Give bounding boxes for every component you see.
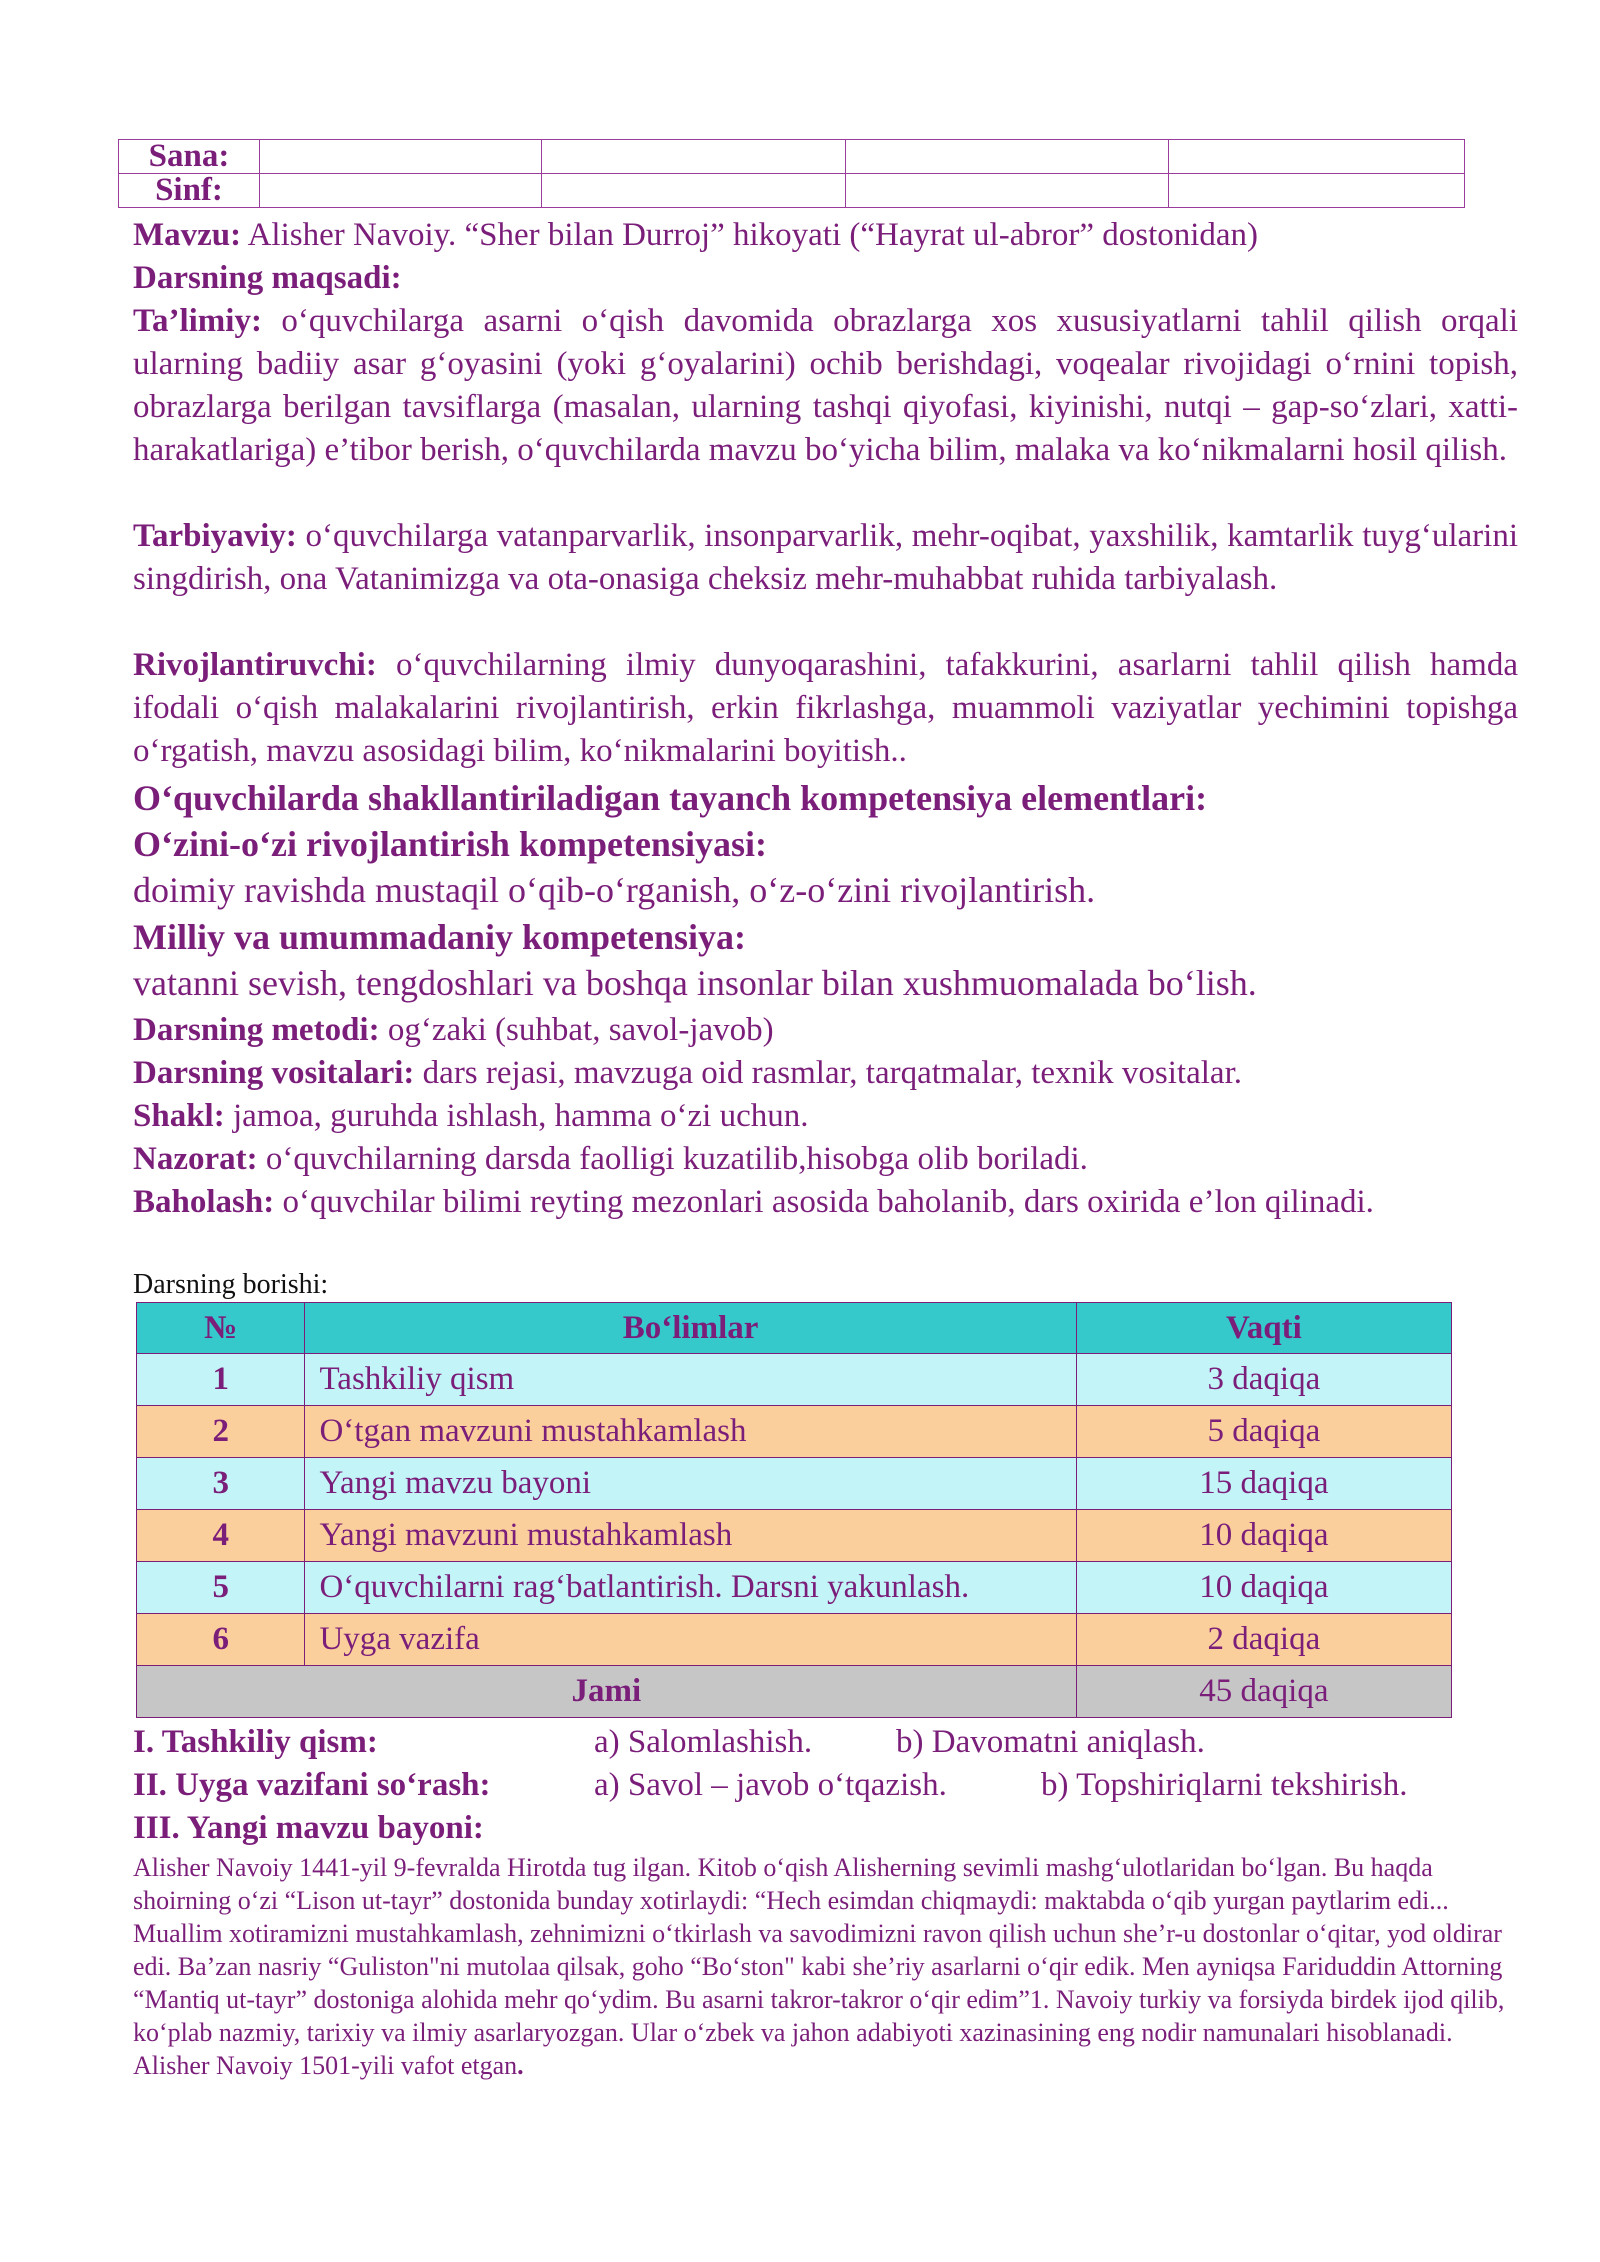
table-row xyxy=(137,1354,1452,1406)
metod-text: og‘zaki (suhbat, savol-javob) xyxy=(387,1012,774,1048)
plan-header-time: Vaqti xyxy=(1076,1303,1451,1354)
nazorat-label: Nazorat: xyxy=(133,1141,258,1177)
section2-a: a) Savol – javob o‘tqazish. xyxy=(594,1767,947,1803)
row-time: 3 daqiqa xyxy=(1076,1354,1451,1406)
section2-label: II. Uyga vazifani so‘rash: xyxy=(133,1767,491,1803)
ozini-label: O‘zini-o‘zi rivojlantirish kompetensiyasi: xyxy=(133,824,767,864)
baholash-paragraph xyxy=(133,1181,1518,1224)
bio-end: . xyxy=(517,2051,524,2080)
rivojlantiruvchi-paragraph xyxy=(133,644,1518,773)
row-number: 4 xyxy=(137,1510,305,1562)
baholash-text: o‘quvchilar bilimi reyting mezonlari asosida baholanib, dars oxirida e’lon qilinadi. xyxy=(282,1184,1374,1220)
table-row xyxy=(137,1406,1452,1458)
sana-cell xyxy=(1169,140,1465,174)
table-row xyxy=(137,1458,1452,1510)
nazorat-line xyxy=(133,1138,1518,1181)
sinf-cell xyxy=(846,174,1169,208)
vosita-line xyxy=(133,1052,1518,1095)
bio-paragraph xyxy=(133,1851,1518,2082)
row-time: 2 daqiqa xyxy=(1076,1614,1451,1666)
row-section: O‘quvchilarni rag‘batlantirish. Darsni yakunlash. xyxy=(305,1562,1076,1614)
mavzu-text: Alisher Navoiy. “Sher bilan Durroj” hikoyati (“Hayrat ul-abror” dostonidan) xyxy=(247,217,1259,253)
kompetensiya-title: O‘quvchilarda shakllantiriladigan tayanch kompetensiya elementlari: xyxy=(133,778,1208,818)
mavzu-label: Mavzu: xyxy=(133,217,242,253)
sana-row xyxy=(119,140,1465,174)
row-number: 1 xyxy=(137,1354,305,1406)
milliy-text: vatanni sevish, tengdoshlari va boshqa insonlar bilan xushmuomalada bo‘lish. xyxy=(133,963,1257,1003)
metod-line xyxy=(133,1009,1518,1052)
ozini-text: doimiy ravishda mustaqil o‘qib-o‘rganish, o‘z-o‘zini rivojlantirish. xyxy=(133,870,1096,910)
milliy-label: Milliy va umummadaniy kompetensiya: xyxy=(133,917,747,957)
sinf-cell xyxy=(1169,174,1465,208)
row-section: Tashkiliy qism xyxy=(305,1354,1076,1406)
sana-cell xyxy=(260,140,542,174)
table-row xyxy=(137,1614,1452,1666)
row-section: Yangi mavzuni mustahkamlash xyxy=(305,1510,1076,1562)
section3-label: III. Yangi mavzu bayoni: xyxy=(133,1810,484,1846)
tarbiyaviy-label: Tarbiyaviy: xyxy=(133,518,297,554)
vosita-text: dars rejasi, mavzuga oid rasmlar, tarqatmalar, texnik vositalar. xyxy=(422,1055,1242,1091)
sinf-label: Sinf: xyxy=(119,174,260,208)
row-time: 10 daqiqa xyxy=(1076,1510,1451,1562)
row-time: 15 daqiqa xyxy=(1076,1458,1451,1510)
section1-a: a) Salomlashish. xyxy=(594,1724,813,1760)
maqsad-title: Darsning maqsadi: xyxy=(133,260,402,296)
tarbiyaviy-text: o‘quvchilarga vatanparvarlik, insonparvarlik, mehr-oqibat, yaxshilik, kamtarlik tuyg‘ularini singdirish, ona Vatanimizga va ota-onasiga cheksiz mehr-muhabbat ruhida tarbiyalash. xyxy=(133,518,1518,597)
shakl-line xyxy=(133,1095,1518,1138)
sinf-cell xyxy=(542,174,846,208)
section1-label: I. Tashkiliy qism: xyxy=(133,1724,378,1760)
row-time: 10 daqiqa xyxy=(1076,1562,1451,1614)
bio-text: Alisher Navoiy 1441-yil 9-fevralda Hirotda tug ilgan. Kitob o‘qish Alisherning sevimli mashg‘ulotlaridan bo‘lgan. Bu haqda shoirning o‘zi “Lison ut-tayr” dostonida bunday xotirlaydi: “Hech esimdan chiqmaydi: maktabda o‘qib yurgan paytlarim edi... Muallim xotiramizni mustahkamlash, zehnimizni o‘tkirlash va savodimizni ravon qilish uchun she’r-u dostonlar o‘qitar, yod oldirar edi. Ba’zan nasriy “Guliston"ni mutolaa qilsak, goho “Bo‘ston" kabi she’riy asarlarni o‘qir edik. Men ayniqsa Fariduddin Attorning “Mantiq ut-tayr” dostoniga alohida mehr qo‘ydim. Bu asarni takror-takror o‘qir edim”1. Navoiy turkiy va forsiyda birdek ijod qilib, ko‘plab nazmiy, tarixiy va ilmiy asarlaryozgan. Ular o‘zbek va jahon adabiyoti xazinasining eng nodir namunalari hisoblanadi. Alisher Navoiy 1501-yili vafot etgan xyxy=(133,1853,1505,2080)
plan-header-sections: Bo‘limlar xyxy=(305,1303,1076,1354)
talimiy-paragraph xyxy=(133,300,1518,472)
total-label: Jami xyxy=(137,1666,1077,1718)
sana-label: Sana: xyxy=(119,140,260,174)
row-time: 5 daqiqa xyxy=(1076,1406,1451,1458)
talimiy-label: Ta’limiy: xyxy=(133,303,262,339)
row-section: O‘tgan mavzuni mustahkamlash xyxy=(305,1406,1076,1458)
section1-b: b) Davomatni aniqlash. xyxy=(896,1724,1205,1760)
sana-cell xyxy=(542,140,846,174)
tarbiyaviy-paragraph xyxy=(133,515,1518,601)
row-number: 3 xyxy=(137,1458,305,1510)
shakl-label: Shakl: xyxy=(133,1098,225,1134)
baholash-label: Baholash: xyxy=(133,1184,275,1220)
vosita-label: Darsning vositalari: xyxy=(133,1055,415,1091)
total-time: 45 daqiqa xyxy=(1076,1666,1451,1718)
plan-header-number: № xyxy=(137,1303,305,1354)
nazorat-text: o‘quvchilarning darsda faolligi kuzatilib,hisobga olib boriladi. xyxy=(265,1141,1088,1177)
date-class-table xyxy=(118,139,1465,208)
talimiy-text: o‘quvchilarga asarni o‘qish davomida obrazlarga xos xususiyatlarni tahlil qilish orqali ularning badiiy asar g‘oyasini (yoki g‘oyalarini) ochib berishdagi, voqealar rivojidagi o‘rnini topish, obrazlarga berilgan tavsiflarga (masalan, ularning tashqi qiyofasi, kiyinishi, nutqi – gap-so‘zlari, xatti-harakatlariga) e’tibor berish, o‘quvchilarda mavzu bo‘yicha bilim, malaka va ko‘nikmalarni hosil qilish. xyxy=(133,303,1518,468)
row-number: 5 xyxy=(137,1562,305,1614)
section2-b: b) Topshiriqlarni tekshirish. xyxy=(1041,1767,1408,1803)
table-row xyxy=(137,1510,1452,1562)
row-number: 2 xyxy=(137,1406,305,1458)
lesson-plan-table xyxy=(136,1302,1452,1718)
plan-header-row xyxy=(137,1303,1452,1354)
sana-cell xyxy=(846,140,1169,174)
rivojlantiruvchi-text: o‘quvchilarning ilmiy dunyoqarashini, tafakkurini, asarlarni tahlil qilish hamda ifodali o‘qish malakalarini rivojlantirish, erkin fikrlashga, muammoli vaziyatlar yechimini topishga o‘rgatish, mavzu asosidagi bilim, ko‘nikmalarini boyitish.. xyxy=(133,647,1518,769)
row-section: Uyga vazifa xyxy=(305,1614,1076,1666)
shakl-text: jamoa, guruhda ishlash, hamma o‘zi uchun. xyxy=(232,1098,809,1134)
total-row xyxy=(137,1666,1452,1718)
sinf-cell xyxy=(260,174,542,208)
rivojlantiruvchi-label: Rivojlantiruvchi: xyxy=(133,647,377,683)
mavzu-line xyxy=(133,214,1518,257)
borishi-heading: Darsning borishi: xyxy=(133,1269,329,1300)
metod-label: Darsning metodi: xyxy=(133,1012,380,1048)
row-number: 6 xyxy=(137,1614,305,1666)
sinf-row xyxy=(119,174,1465,208)
table-row xyxy=(137,1562,1452,1614)
row-section: Yangi mavzu bayoni xyxy=(305,1458,1076,1510)
